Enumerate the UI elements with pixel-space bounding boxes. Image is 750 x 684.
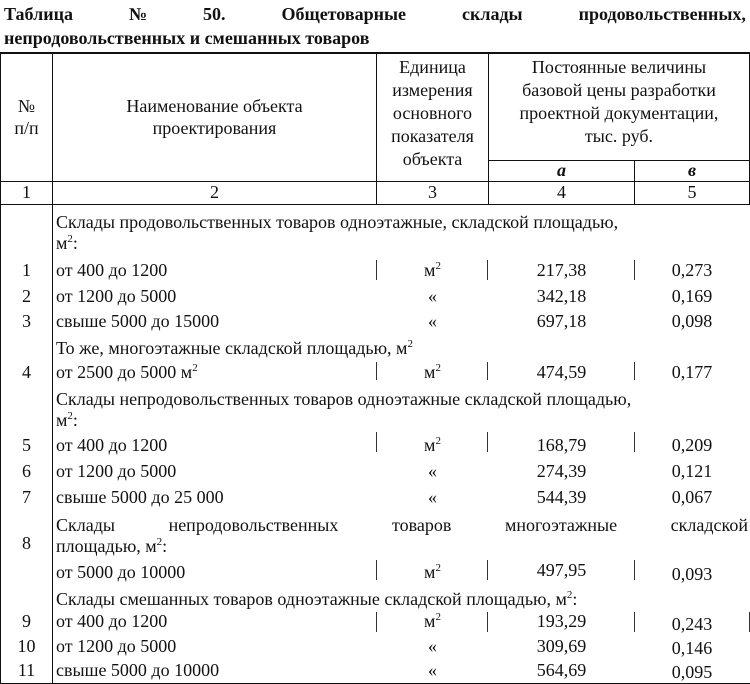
section-line <box>56 515 748 536</box>
header-num-line: п/п <box>14 118 39 138</box>
header-price <box>489 56 749 148</box>
header-num-line: № <box>17 96 36 116</box>
title-line-2: непродовольственных и смешанных товаров <box>4 28 370 48</box>
row-unit <box>377 562 488 583</box>
row-unit: « <box>428 286 437 306</box>
title-word: продовольственных, <box>578 4 746 24</box>
section-text: Склады смешанных товаров одноэтажные складской площадью, м <box>56 589 567 609</box>
row-value-b: 0,098 <box>671 311 713 331</box>
row-number: 1 <box>22 260 31 280</box>
unit-sup: 2 <box>435 611 441 623</box>
header-col-a: а <box>557 160 566 180</box>
section-tail: : <box>162 536 168 556</box>
row-value-b: 0,121 <box>671 461 713 481</box>
section-word: товаров <box>391 515 452 535</box>
header-unit-line: основного <box>392 103 473 123</box>
unit-text: м <box>424 562 436 582</box>
row-name: от 400 до 1200 <box>56 435 168 455</box>
section-unit: м <box>56 233 68 253</box>
row-value-b: 0,177 <box>671 362 713 382</box>
section-heading <box>56 589 748 610</box>
row-name: от 400 до 1200 <box>56 611 168 631</box>
row-value-b: 0,093 <box>671 564 713 584</box>
unit-sup: 2 <box>435 260 441 272</box>
row-number: 9 <box>22 611 31 631</box>
row-name: от 5000 до 10000 <box>56 562 186 582</box>
unit-sup: 2 <box>435 562 441 574</box>
row-name: от 1200 до 5000 <box>56 461 177 481</box>
row-value-a: 342,18 <box>536 286 587 306</box>
row-value-b: 0,169 <box>671 286 713 306</box>
row-value-b: 0,273 <box>671 260 713 280</box>
colnum-1: 1 <box>22 182 31 202</box>
row-number: 11 <box>17 660 36 680</box>
table-title <box>4 2 746 50</box>
unit-text: м <box>424 260 436 280</box>
header-name-line: проектирования <box>152 118 277 138</box>
header-unit <box>377 56 488 171</box>
header-name-line: Наименование объекта <box>126 96 303 116</box>
section-word: многоэтажные <box>504 515 618 535</box>
row-name: свыше 5000 до 10000 <box>56 660 220 680</box>
row-name: свыше 5000 до 15000 <box>56 311 220 331</box>
row-value-b: 0,067 <box>671 487 713 507</box>
row-number: 3 <box>22 311 31 331</box>
section-word: непродовольственных <box>168 515 339 535</box>
row-name <box>56 362 198 383</box>
row-name: от 1200 до 5000 <box>56 636 177 656</box>
section-heading <box>56 212 748 254</box>
row-number: 8 <box>22 533 31 553</box>
unit-text: м <box>424 362 436 382</box>
colnum-3: 3 <box>428 182 437 202</box>
row-value-a: 697,18 <box>536 311 587 331</box>
row-value-a: 497,95 <box>536 560 587 580</box>
section-tail: : <box>72 410 78 430</box>
section-tail: : <box>72 233 78 253</box>
section-text: площадью, м <box>56 536 157 556</box>
row-number: 2 <box>22 286 31 306</box>
title-word: Общетоварные <box>281 4 406 24</box>
row-unit <box>377 362 488 383</box>
header-col-b: в <box>687 160 697 180</box>
row-value-a: 217,38 <box>536 260 587 280</box>
row-name: от 1200 до 5000 <box>56 286 177 306</box>
row-value-a: 564,69 <box>536 660 587 680</box>
row-value-b: 0,243 <box>671 614 713 634</box>
section-word: складской <box>670 515 748 535</box>
colnum-5: 5 <box>687 182 697 202</box>
header-price-line: Постоянные величины <box>531 57 707 77</box>
title-word: Таблица <box>4 4 73 24</box>
unit-sup: 2 <box>435 435 441 447</box>
header-num <box>1 95 52 139</box>
row-number: 10 <box>17 636 36 656</box>
unit-sup: 2 <box>435 362 441 374</box>
row-unit <box>377 435 488 456</box>
row-unit <box>377 260 488 281</box>
section-sup: 2 <box>67 233 73 245</box>
section-text: Склады продовольственных товаров одноэтажные, складской площадью, <box>56 212 619 232</box>
row-unit: « <box>428 636 437 656</box>
section-heading <box>56 515 748 557</box>
section-text: Склады непродовольственных товаров одноэтажные складской площадью, <box>56 389 632 409</box>
row-value-a: 193,29 <box>536 611 587 631</box>
row-value-b: 0,146 <box>671 638 713 658</box>
row-unit: « <box>428 660 437 680</box>
col-border-1 <box>52 52 53 684</box>
row-value-b: 0,209 <box>671 435 713 455</box>
colnum-4: 4 <box>557 182 566 202</box>
name-sup: 2 <box>192 362 198 374</box>
row-value-a: 309,69 <box>536 636 587 656</box>
section-sup: 2 <box>566 589 573 601</box>
row-unit: « <box>428 311 437 331</box>
row-unit <box>377 611 488 632</box>
section-unit: м <box>56 410 68 430</box>
unit-text: м <box>424 611 436 631</box>
section-sup: 2 <box>156 536 163 548</box>
row-number: 7 <box>22 487 31 507</box>
header-name <box>53 95 376 139</box>
colnum-divider <box>0 204 750 205</box>
row-value-a: 544,39 <box>536 487 587 507</box>
unit-text: м <box>424 435 436 455</box>
section-tail: : <box>572 589 578 609</box>
header-price-line: проектной документации, <box>519 103 719 123</box>
section-sup: 2 <box>67 410 73 422</box>
row-number: 5 <box>22 435 31 455</box>
table-top-border <box>0 52 750 54</box>
row-name: от 400 до 1200 <box>56 260 168 280</box>
colnum-2: 2 <box>210 182 219 202</box>
header-price-line: базовой цены разработки <box>522 80 716 100</box>
row-value-a: 274,39 <box>536 461 587 481</box>
row-number: 6 <box>22 461 31 481</box>
header-unit-line: показателя <box>391 126 474 146</box>
header-price-line: тыс. руб. <box>584 126 654 146</box>
header-unit-line: объекта <box>402 149 463 169</box>
title-word: склады <box>461 4 523 24</box>
section-text: То же, многоэтажные складской площадью, м <box>56 338 408 358</box>
row-unit: « <box>428 487 437 507</box>
title-word: № <box>128 4 148 24</box>
section-heading <box>56 389 748 431</box>
header-unit-line: Единица <box>399 57 466 77</box>
name-text: от 2500 до 5000 м <box>56 362 193 382</box>
section-sup: 2 <box>407 338 413 350</box>
row-value-a: 168,79 <box>536 435 587 455</box>
row-value-b: 0,095 <box>671 662 713 682</box>
section-heading <box>56 338 748 359</box>
row-name: свыше 5000 до 25 000 <box>56 487 224 507</box>
row-unit: « <box>428 461 437 481</box>
header-unit-line: измерения <box>392 80 473 100</box>
row-value-a: 474,59 <box>536 362 587 382</box>
section-word: Склады <box>56 515 115 535</box>
row-number: 4 <box>22 362 31 382</box>
title-word: 50. <box>203 4 226 24</box>
